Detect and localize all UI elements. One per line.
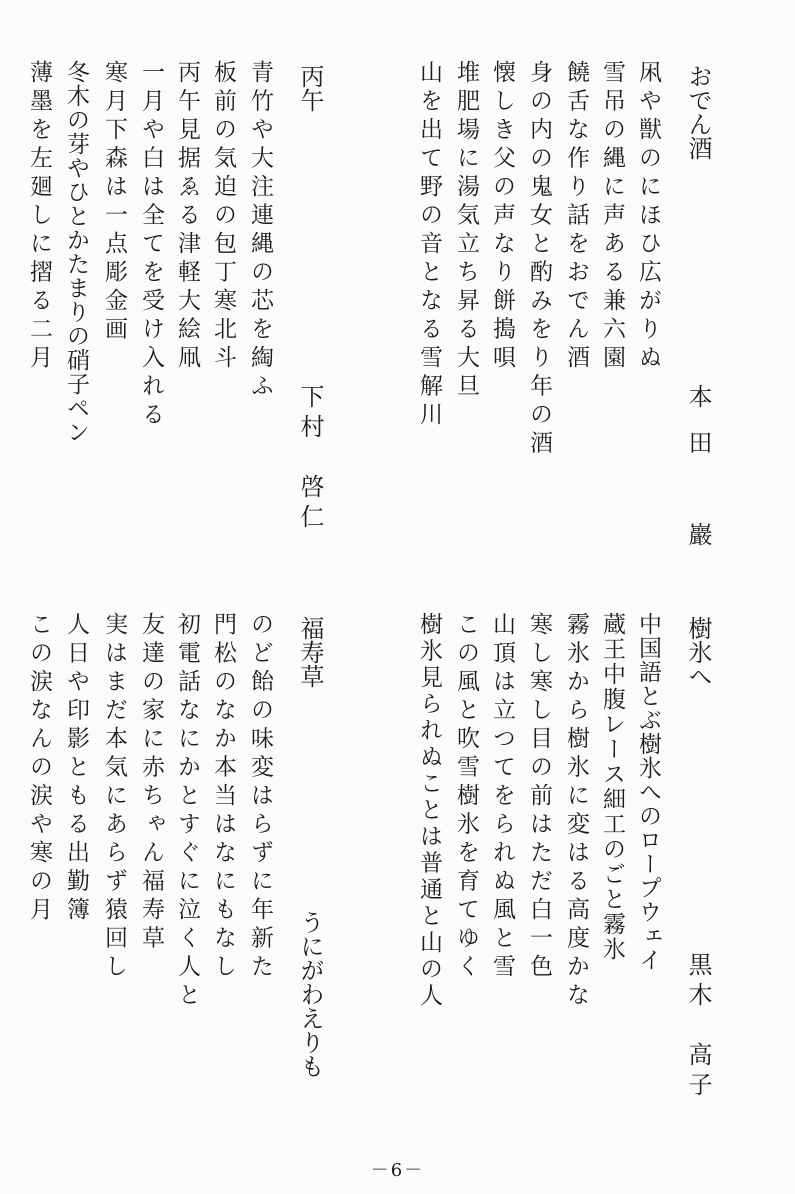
haiku-line: 初電話なにかとすぐに泣く人と xyxy=(174,612,200,1011)
section-title: 丙午 xyxy=(296,64,324,112)
section-author: うにがわえりも xyxy=(296,910,324,1078)
haiku-line: 雪吊の縄に声ある兼六園 xyxy=(599,60,625,374)
haiku-line: 冬木の芽やひとかたまりの硝子ペン xyxy=(63,60,89,444)
haiku-line: 身の内の鬼女と酌みをり年の酒 xyxy=(526,60,552,459)
haiku-line: この風と吹雪樹氷を育てゆく xyxy=(453,612,479,983)
haiku-line: 薄墨を左廻しに摺る二月 xyxy=(26,60,52,374)
haiku-line: 懐しき父の声なり餅搗唄 xyxy=(489,60,515,374)
haiku-line: 人日や印影ともる出勤簿 xyxy=(63,612,89,926)
haiku-line: 中国語とぶ樹氷へのロープウェイ xyxy=(635,612,661,972)
haiku-line: 凩や獣のにほひ広がりぬ xyxy=(635,60,661,374)
section-title: 福寿草 xyxy=(296,616,324,688)
section-author: 下村 啓仁 xyxy=(296,384,324,534)
haiku-line: 寒月下森は一点彫金画 xyxy=(101,60,127,345)
haiku-line: 蔵王中腹レース細工のごと霧氷 xyxy=(599,612,625,962)
haiku-line: 山頂は立つてをられぬ風と雪 xyxy=(489,612,515,983)
haiku-line: 一月や白は全てを受け入れる xyxy=(138,60,164,431)
haiku-line: 門松のなか本当はなにもなし xyxy=(210,612,236,983)
haiku-line: 山を出て野の音となる雪解川 xyxy=(416,60,442,431)
haiku-line: 友達の家に赤ちゃん福寿草 xyxy=(138,612,164,954)
haiku-line: 寒し寒し目の前はただ白一色 xyxy=(526,612,552,983)
haiku-line: 堆肥場に湯気立ち昇る大旦 xyxy=(453,60,479,402)
haiku-line: 実はまだ本気にあらず猿回し xyxy=(101,612,127,983)
haiku-line: 丙午見据ゑる津軽大絵凧 xyxy=(174,60,200,374)
haiku-line: この涙なんの涙や寒の月 xyxy=(26,612,52,926)
haiku-line: 青竹や大注連縄の芯を綯ふ xyxy=(247,60,273,402)
section-author: 黒木 高子 xyxy=(684,952,712,1102)
haiku-line: のど飴の味変はらずに年新た xyxy=(247,612,273,983)
section-title: おでん酒 xyxy=(684,64,712,160)
haiku-line: 樹氷見られぬことは普通と山の人 xyxy=(416,612,442,1010)
section-title: 樹氷へ xyxy=(684,616,712,688)
haiku-line: 饒舌な作り話をおでん酒 xyxy=(563,60,589,374)
haiku-line: 霧氷から樹氷に変はる高度かな xyxy=(563,612,589,1011)
page-number: －6－ xyxy=(370,1160,425,1181)
section-author: 本田 巖 xyxy=(684,384,712,568)
haiku-line: 板前の気迫の包丁寒北斗 xyxy=(210,60,236,374)
